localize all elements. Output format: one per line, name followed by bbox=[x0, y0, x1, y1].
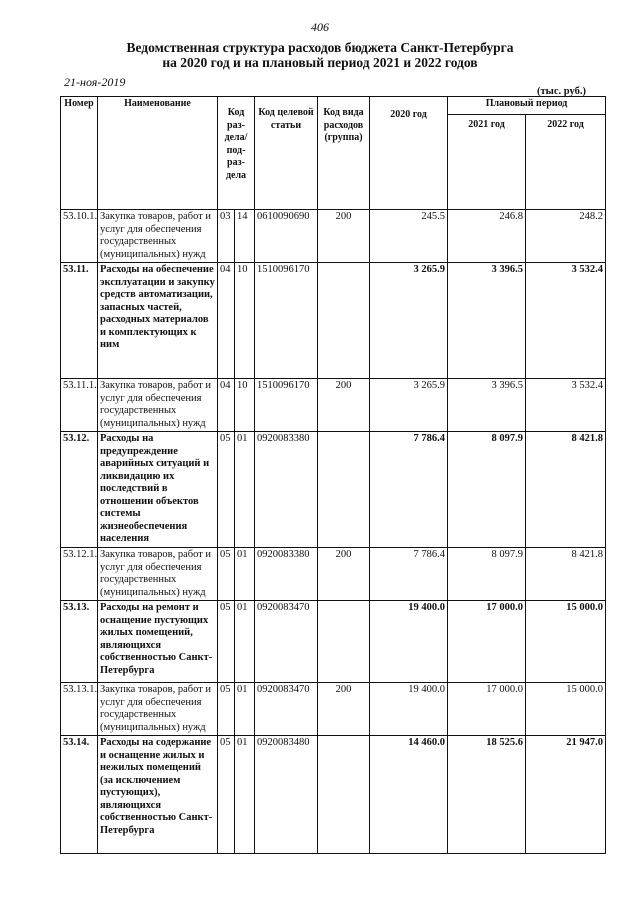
table-row bbox=[61, 601, 606, 683]
header-section: Код раз-дела/ под-раз-дела bbox=[218, 97, 255, 210]
table-row bbox=[61, 432, 606, 548]
row-value-2021: 3 396.5 bbox=[448, 379, 526, 432]
budget-table bbox=[60, 96, 606, 854]
row-section-code: 04 bbox=[218, 263, 235, 379]
row-value-2020: 245.5 bbox=[370, 210, 448, 263]
row-subsection-code: 14 bbox=[235, 210, 255, 263]
row-number: 53.14. bbox=[61, 736, 98, 854]
table-body bbox=[61, 210, 606, 854]
row-expense-type bbox=[318, 263, 370, 379]
page-number: 406 bbox=[311, 20, 329, 34]
row-target-code: 1510096170 bbox=[255, 379, 318, 432]
header-number: Номер bbox=[61, 97, 98, 210]
row-expense-type bbox=[318, 601, 370, 683]
row-name: Расходы на содержание и оснащение жилых и нежилых помещений (за исключением пустующих), являющихся собственностью Санкт-Петербурга bbox=[98, 736, 218, 854]
row-value-2021: 17 000.0 bbox=[448, 683, 526, 736]
row-expense-type: 200 bbox=[318, 548, 370, 601]
row-value-2022: 21 947.0 bbox=[526, 736, 606, 854]
row-value-2020: 3 265.9 bbox=[370, 263, 448, 379]
row-subsection-code: 10 bbox=[235, 379, 255, 432]
table-row bbox=[61, 379, 606, 432]
header-2020: 2020 год bbox=[370, 97, 448, 210]
row-value-2020: 19 400.0 bbox=[370, 683, 448, 736]
table-row bbox=[61, 683, 606, 736]
header-expense-type: Код вида расходов (группа) bbox=[318, 97, 370, 210]
row-target-code: 0920083470 bbox=[255, 601, 318, 683]
row-value-2022: 3 532.4 bbox=[526, 379, 606, 432]
row-subsection-code: 01 bbox=[235, 601, 255, 683]
row-number: 53.13. bbox=[61, 601, 98, 683]
row-value-2022: 8 421.8 bbox=[526, 432, 606, 548]
row-name: Закупка товаров, работ и услуг для обеспечения государственных (муниципальных) нужд bbox=[98, 548, 218, 601]
row-value-2021: 18 525.6 bbox=[448, 736, 526, 854]
row-name: Расходы на предупреждение аварийных ситуаций и ликвидацию их последствий в отношении объектов системы жизнеобеспечения населения bbox=[98, 432, 218, 548]
row-value-2021: 8 097.9 bbox=[448, 548, 526, 601]
row-value-2022: 3 532.4 bbox=[526, 263, 606, 379]
row-name: Закупка товаров, работ и услуг для обеспечения государственных (муниципальных) нужд bbox=[98, 683, 218, 736]
document-date: 21-ноя-2019 bbox=[64, 75, 126, 89]
table-row bbox=[61, 548, 606, 601]
row-section-code: 05 bbox=[218, 601, 235, 683]
row-name: Расходы на обеспечение эксплуатации и закупку средств автоматизации, запасных частей, расходных материалов и комплектующих к ним bbox=[98, 263, 218, 379]
row-target-code: 0920083380 bbox=[255, 432, 318, 548]
row-expense-type: 200 bbox=[318, 210, 370, 263]
header-name: Наименование bbox=[98, 97, 218, 210]
row-target-code: 1510096170 bbox=[255, 263, 318, 379]
table-row bbox=[61, 736, 606, 854]
row-expense-type bbox=[318, 736, 370, 854]
row-value-2022: 15 000.0 bbox=[526, 683, 606, 736]
row-expense-type: 200 bbox=[318, 379, 370, 432]
row-target-code: 0920083470 bbox=[255, 683, 318, 736]
row-expense-type bbox=[318, 432, 370, 548]
header-2021: 2021 год bbox=[448, 115, 526, 210]
table-row bbox=[61, 210, 606, 263]
row-value-2022: 15 000.0 bbox=[526, 601, 606, 683]
header-target: Код целевой статьи bbox=[255, 97, 318, 210]
header-planned-period: Плановый период bbox=[448, 97, 606, 115]
row-target-code: 0920083480 bbox=[255, 736, 318, 854]
row-target-code: 0610090690 bbox=[255, 210, 318, 263]
row-number: 53.10.1. bbox=[61, 210, 98, 263]
row-value-2020: 7 786.4 bbox=[370, 548, 448, 601]
row-section-code: 04 bbox=[218, 379, 235, 432]
row-target-code: 0920083380 bbox=[255, 548, 318, 601]
row-subsection-code: 10 bbox=[235, 263, 255, 379]
row-name: Закупка товаров, работ и услуг для обеспечения государственных (муниципальных) нужд bbox=[98, 379, 218, 432]
row-subsection-code: 01 bbox=[235, 736, 255, 854]
row-value-2022: 248.2 bbox=[526, 210, 606, 263]
row-name: Закупка товаров, работ и услуг для обеспечения государственных (муниципальных) нужд bbox=[98, 210, 218, 263]
title-line-2: на 2020 год и на плановый период 2021 и 2022 годов bbox=[162, 55, 478, 70]
row-subsection-code: 01 bbox=[235, 432, 255, 548]
header-2022: 2022 год bbox=[526, 115, 606, 210]
row-number: 53.11. bbox=[61, 263, 98, 379]
table-row bbox=[61, 263, 606, 379]
row-section-code: 05 bbox=[218, 683, 235, 736]
row-value-2020: 19 400.0 bbox=[370, 601, 448, 683]
units-label: (тыс. руб.) bbox=[537, 86, 586, 97]
row-name: Расходы на ремонт и оснащение пустующих жилых помещений, являющихся собственностью Санкт-Петербурга bbox=[98, 601, 218, 683]
row-subsection-code: 01 bbox=[235, 683, 255, 736]
title-line-1: Ведомственная структура расходов бюджета Санкт-Петербурга bbox=[126, 40, 514, 55]
row-subsection-code: 01 bbox=[235, 548, 255, 601]
document-title bbox=[0, 40, 640, 70]
row-value-2020: 14 460.0 bbox=[370, 736, 448, 854]
row-expense-type: 200 bbox=[318, 683, 370, 736]
row-section-code: 05 bbox=[218, 548, 235, 601]
row-section-code: 03 bbox=[218, 210, 235, 263]
row-value-2022: 8 421.8 bbox=[526, 548, 606, 601]
row-value-2021: 8 097.9 bbox=[448, 432, 526, 548]
row-number: 53.12. bbox=[61, 432, 98, 548]
row-value-2021: 17 000.0 bbox=[448, 601, 526, 683]
row-value-2021: 246.8 bbox=[448, 210, 526, 263]
row-value-2020: 7 786.4 bbox=[370, 432, 448, 548]
row-section-code: 05 bbox=[218, 736, 235, 854]
row-value-2021: 3 396.5 bbox=[448, 263, 526, 379]
row-number: 53.13.1. bbox=[61, 683, 98, 736]
row-number: 53.12.1. bbox=[61, 548, 98, 601]
row-section-code: 05 bbox=[218, 432, 235, 548]
row-number: 53.11.1. bbox=[61, 379, 98, 432]
row-value-2020: 3 265.9 bbox=[370, 379, 448, 432]
